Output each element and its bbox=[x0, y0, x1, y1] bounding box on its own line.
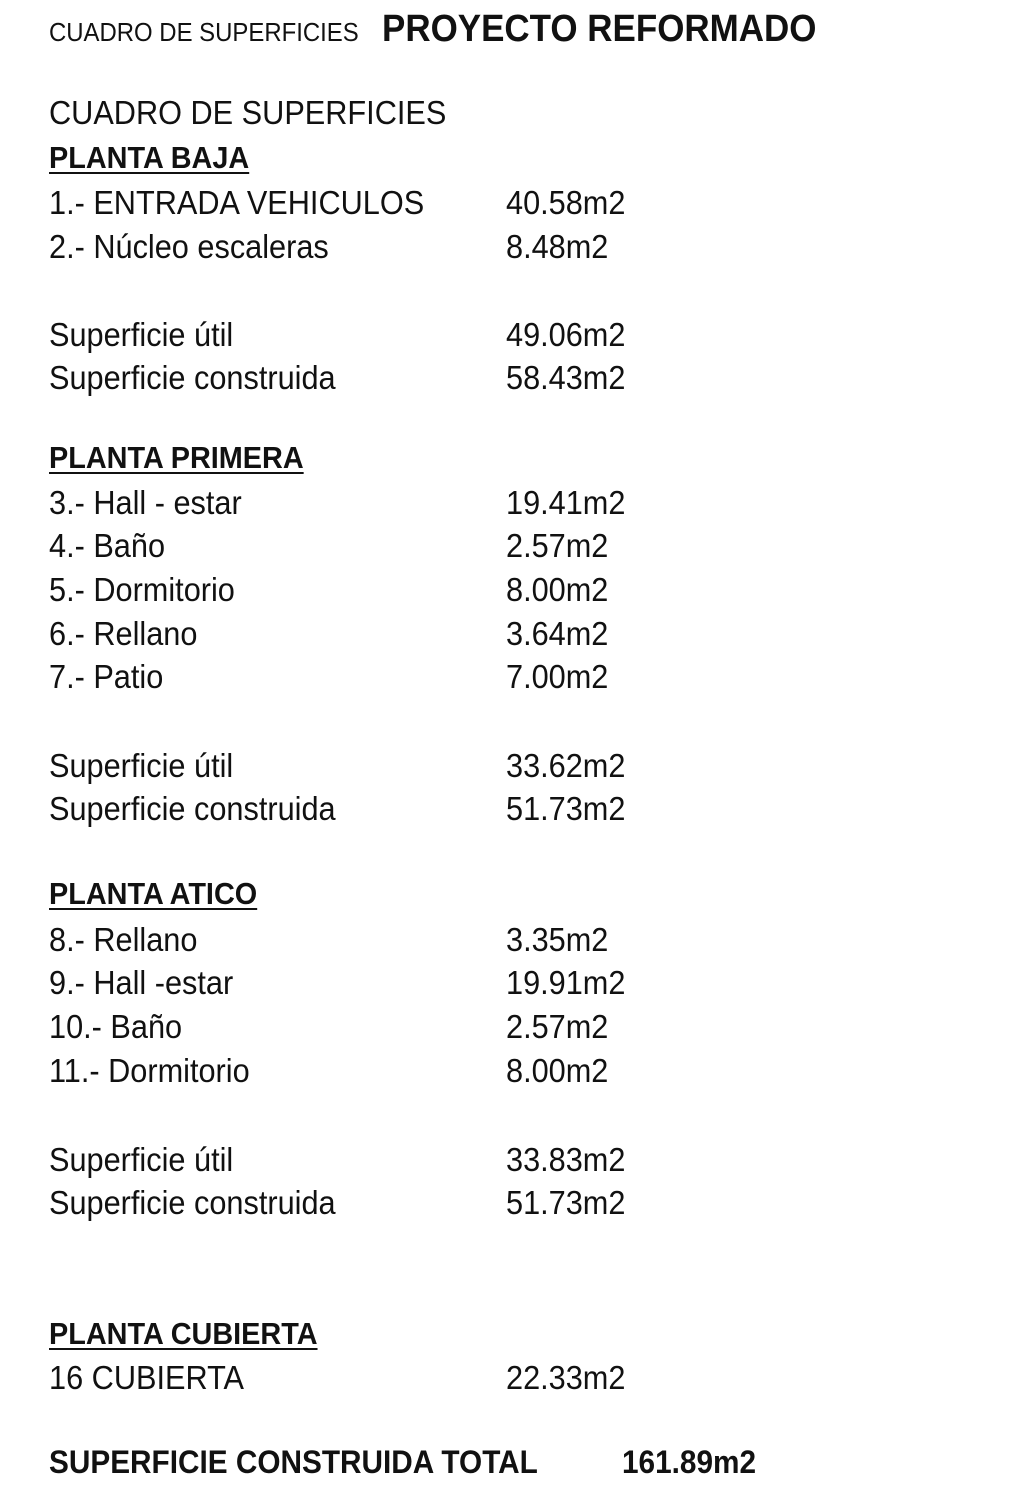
section-title-planta-primera: PLANTA PRIMERA bbox=[49, 440, 304, 475]
room-label: 7.- Patio bbox=[49, 658, 164, 695]
room-label: 5.- Dormitorio bbox=[49, 571, 235, 608]
summary-label-built: Superficie construida bbox=[49, 359, 336, 396]
room-label: 9.- Hall -estar bbox=[49, 964, 234, 1001]
table-subtitle: CUADRO DE SUPERFICIES bbox=[49, 94, 447, 131]
document-title: PROYECTO REFORMADO bbox=[382, 8, 817, 50]
document-header bbox=[49, 10, 854, 48]
summary-value-useful: 33.62m2 bbox=[506, 747, 626, 784]
section-title-planta-baja: PLANTA BAJA bbox=[49, 140, 250, 175]
room-area: 8.00m2 bbox=[506, 571, 609, 608]
summary-value-built: 51.73m2 bbox=[506, 790, 626, 827]
room-area: 2.57m2 bbox=[506, 527, 609, 564]
room-area: 8.48m2 bbox=[506, 228, 609, 265]
summary-value-built: 51.73m2 bbox=[506, 1184, 626, 1221]
room-area: 2.57m2 bbox=[506, 1008, 609, 1045]
summary-label-built: Superficie construida bbox=[49, 1184, 336, 1221]
summary-value-useful: 49.06m2 bbox=[506, 316, 626, 353]
room-area: 19.91m2 bbox=[506, 964, 626, 1001]
summary-label-useful: Superficie útil bbox=[49, 316, 234, 353]
room-label: 2.- Núcleo escaleras bbox=[49, 228, 329, 265]
room-label: 1.- ENTRADA VEHICULOS bbox=[49, 184, 425, 221]
section-title-planta-cubierta: PLANTA CUBIERTA bbox=[49, 1316, 318, 1351]
total-value: 161.89m2 bbox=[622, 1444, 757, 1480]
section-title-planta-atico: PLANTA ATICO bbox=[49, 876, 258, 911]
room-area: 40.58m2 bbox=[506, 184, 626, 221]
summary-label-useful: Superficie útil bbox=[49, 1141, 234, 1178]
room-area: 3.35m2 bbox=[506, 921, 609, 958]
total-label: SUPERFICIE CONSTRUIDA TOTAL bbox=[49, 1444, 538, 1480]
summary-value-built: 58.43m2 bbox=[506, 359, 626, 396]
room-label: 10.- Baño bbox=[49, 1008, 183, 1045]
room-area: 7.00m2 bbox=[506, 658, 609, 695]
room-label: 4.- Baño bbox=[49, 527, 166, 564]
room-label: 3.- Hall - estar bbox=[49, 484, 242, 521]
room-label: 11.- Dormitorio bbox=[49, 1052, 250, 1089]
summary-label-built: Superficie construida bbox=[49, 790, 336, 827]
room-area: 19.41m2 bbox=[506, 484, 626, 521]
room-label: 8.- Rellano bbox=[49, 921, 198, 958]
room-area: 22.33m2 bbox=[506, 1359, 626, 1396]
room-area: 8.00m2 bbox=[506, 1052, 609, 1089]
summary-label-useful: Superficie útil bbox=[49, 747, 234, 784]
header-prefix: CUADRO DE SUPERFICIES bbox=[49, 17, 359, 47]
summary-value-useful: 33.83m2 bbox=[506, 1141, 626, 1178]
room-area: 3.64m2 bbox=[506, 615, 609, 652]
room-label: 16 CUBIERTA bbox=[49, 1359, 245, 1396]
room-label: 6.- Rellano bbox=[49, 615, 198, 652]
